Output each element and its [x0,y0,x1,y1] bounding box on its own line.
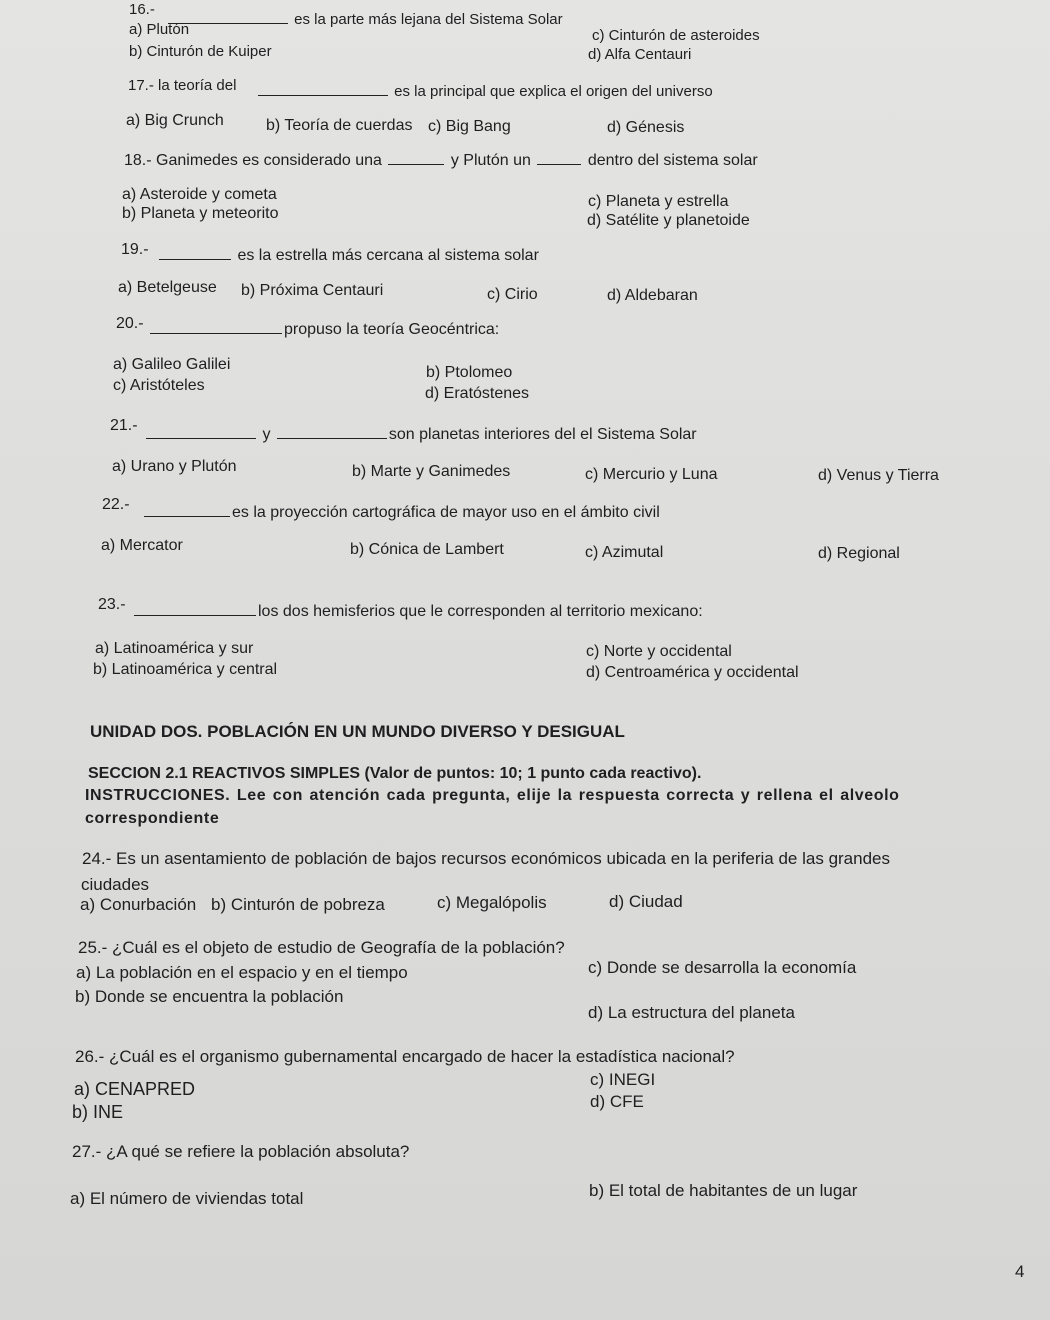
q23-stem [132,604,703,620]
q18-option-a: a) Asteroide y cometa [122,186,277,203]
q22-option-a: a) Mercator [101,537,183,554]
q19-number: 19.- [121,241,149,258]
q21-option-d: d) Venus y Tierra [818,467,939,484]
q18-stem-post: dentro del sistema solar [587,152,758,169]
q26-option-d: d) CFE [590,1092,644,1111]
q17-stem [256,84,713,99]
q19-option-c: c) Cirio [487,286,538,303]
q17-option-a: a) Big Crunch [126,112,224,129]
q18-stem-mid: y Plutón un [450,152,531,169]
q24-option-d: d) Ciudad [609,892,683,911]
q20-option-a: a) Galileo Galilei [113,356,231,373]
q25-option-c: c) Donde se desarrolla la economía [588,958,857,977]
q18-option-d: d) Satélite y planetoide [587,212,750,229]
section-title: SECCION 2.1 REACTIVOS SIMPLES (Valor de puntos: 10; 1 punto cada reactivo). [88,765,702,782]
q21-option-a: a) Urano y Plutón [112,458,237,475]
q17-stem-text: es la principal que explica el origen del universo [394,83,713,100]
q17-option-c: c) Big Bang [428,118,511,135]
q23-blank [134,615,256,616]
q18-stem-pre: 18.- Ganimedes es considerado una [124,152,382,169]
q16-option-c: c) Cinturón de asteroides [592,27,760,44]
q22-stem-text: es la proyección cartográfica de mayor uso en el ámbito civil [232,504,660,521]
q22-stem [142,505,660,521]
q25-stem: 25.- ¿Cuál es el objeto de estudio de Geografía de la población? [78,938,565,957]
q23-option-a: a) Latinoamérica y sur [95,640,254,657]
q20-option-b: b) Ptolomeo [426,364,513,381]
q16-option-d: d) Alfa Centauri [588,46,692,63]
q24-stem-line-2: ciudades [81,875,150,894]
q26-option-a: a) CENAPRED [74,1079,196,1099]
q21-option-b: b) Marte y Ganimedes [352,463,511,480]
q20-number: 20.- [116,315,144,332]
q21-option-c: c) Mercurio y Luna [585,466,718,483]
q20-option-c: c) Aristóteles [113,377,205,394]
q21-blank-2 [277,438,387,439]
q19-option-b: b) Próxima Centauri [241,282,384,299]
q16-number: 16.- [129,1,155,18]
q17-number: 17.- la teoría del [128,77,237,94]
q17-option-b: b) Teoría de cuerdas [266,117,413,134]
q24-option-b: b) Cinturón de pobreza [211,895,385,914]
q16-option-a: a) Plutón [129,21,190,38]
q24-option-c: c) Megalópolis [437,893,547,912]
q19-blank [159,259,231,260]
q17-option-d: d) Génesis [607,119,685,136]
q19-option-d: d) Aldebaran [607,287,698,304]
q17-blank [258,95,388,96]
q22-option-b: b) Cónica de Lambert [350,541,504,558]
q18-option-b: b) Planeta y meteorito [122,205,279,222]
q18-stem [124,153,758,169]
q22-option-d: d) Regional [818,545,900,562]
page-number: 4 [1015,1262,1025,1281]
q25-option-d: d) La estructura del planeta [588,1003,795,1022]
q20-stem [148,322,499,338]
q21-stem-text: son planetas interiores del el Sistema Solar [388,426,697,443]
q24-option-a: a) Conurbación [80,895,197,914]
instructions-line-2: correspondiente [85,810,220,827]
q16-stem-text: es la parte más lejana del Sistema Solar [294,11,563,28]
q26-option-b: b) INE [72,1102,124,1122]
q26-stem: 26.- ¿Cuál es el organismo gubernamental encargado de hacer la estadística nacional? [75,1047,735,1066]
q21-blank-1 [146,438,256,439]
q23-option-c: c) Norte y occidental [586,643,732,660]
q25-option-b: b) Donde se encuentra la población [75,987,344,1006]
unit-title: UNIDAD DOS. POBLACIÓN EN UN MUNDO DIVERSO Y DESIGUAL [90,722,625,741]
q22-option-c: c) Azimutal [585,544,664,561]
q27-stem: 27.- ¿A qué se refiere la población absoluta? [72,1142,410,1161]
q16-option-b: b) Cinturón de Kuiper [129,43,272,60]
q20-option-d: d) Eratóstenes [425,385,530,402]
q27-option-a: a) El número de viviendas total [70,1189,304,1208]
q18-blank-2 [537,164,581,165]
q20-stem-text: propuso la teoría Geocéntrica: [284,321,500,338]
q21-number: 21.- [110,417,138,434]
q25-option-a: a) La población en el espacio y en el tiempo [76,963,408,982]
q23-option-b: b) Latinoamérica y central [93,661,278,678]
q21-stem-mid: y [262,426,271,443]
q19-stem-text: es la estrella más cercana al sistema solar [237,247,539,264]
q21-stem [144,427,697,443]
q22-number: 22.- [102,496,130,513]
q23-stem-text: los dos hemisferios que le corresponden al territorio mexicano: [258,603,703,620]
q23-number: 23.- [98,596,126,613]
q19-stem [157,248,539,264]
q18-option-c: c) Planeta y estrella [588,193,729,210]
q19-option-a: a) Betelgeuse [118,279,217,296]
instructions-line-1: INSTRUCCIONES. Lee con atención cada pregunta, elije la respuesta correcta y rellena el alveolo [85,787,900,804]
q27-option-b: b) El total de habitantes de un lugar [589,1181,858,1200]
q23-option-d: d) Centroamérica y occidental [586,664,799,681]
q18-blank-1 [388,164,444,165]
q16-stem [166,12,563,27]
q22-blank [144,516,230,517]
q20-blank [150,333,282,334]
q26-option-c: c) INEGI [590,1070,656,1089]
q24-stem-line-1: 24.- Es un asentamiento de población de bajos recursos económicos ubicada en la periferia de las grandes [82,849,890,868]
